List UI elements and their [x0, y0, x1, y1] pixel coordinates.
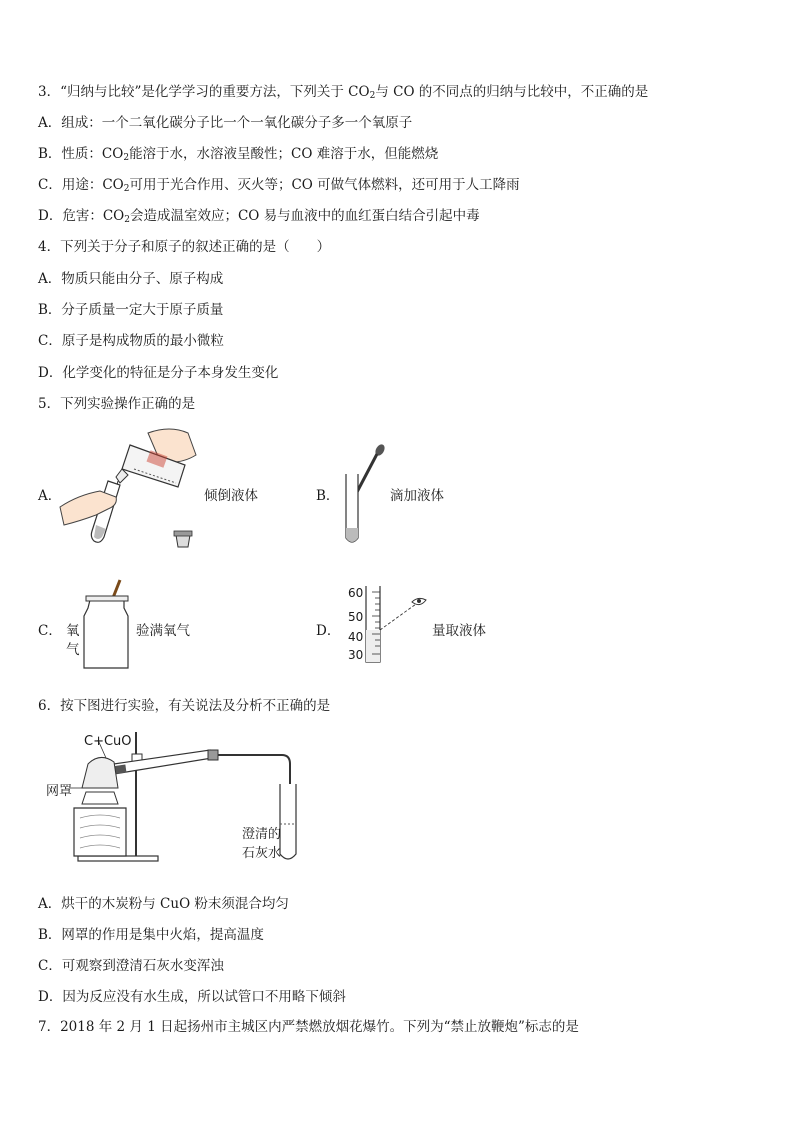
q3-option-b-text: B．性质：CO: [38, 146, 124, 162]
q5-option-d-letter: D．: [316, 623, 341, 639]
wire-net-label: 网罩: [46, 784, 73, 799]
q3-option-b: [38, 145, 438, 167]
q4-option-d: D．化学变化的特征是分子本身发生变化: [38, 365, 279, 381]
q3-option-c-text: C．用途：CO: [38, 177, 124, 193]
q4-option-b: B．分子质量一定大于原子质量: [38, 302, 224, 318]
q3-option-b-text-cont: 能溶于水，水溶液呈酸性；CO 难溶于水，但能燃烧: [129, 146, 439, 162]
q3-stem-text-cont: 与 CO 的不同点的归纳与比较中，不正确的是: [375, 84, 649, 100]
q3-stem-text: 3．“归纳与比较”是化学学习的重要方法，下列关于 CO: [38, 84, 370, 100]
pouring-liquid-illustration: [60, 425, 200, 555]
cylinder-tick-50: 50: [348, 610, 364, 624]
gas-jar-label-2: 气: [66, 642, 80, 658]
q3-stem-subscript: 2: [369, 91, 376, 101]
q3-option-c-subscript: 2: [123, 184, 130, 194]
q3-option-a-text: A．组成：一个二氧化碳分子比一个一氧化碳分子多一个氧原子: [38, 115, 413, 131]
q4-option-c: C．原子是构成物质的最小微粒: [38, 333, 224, 349]
q3-stem: [38, 83, 648, 105]
cylinder-tick-40: 40: [348, 630, 364, 644]
q7-stem: 7．2018 年 2 月 1 日起扬州市主城区内严禁燃放烟花爆竹。下列为“禁止放鞭炮”标志的是: [38, 1019, 579, 1035]
q5-option-b-letter: B．: [316, 488, 340, 504]
q5-option-d-caption: 量取液体: [432, 623, 486, 639]
q3-option-c: [38, 176, 520, 198]
gas-jar-illustration: [80, 578, 132, 673]
q3-option-d: [38, 207, 480, 229]
q5-option-b-caption: 滴加液体: [390, 488, 444, 504]
q6-option-b: B．网罩的作用是集中火焰，提高温度: [38, 927, 264, 943]
q6-option-d: D．因为反应没有水生成，所以试管口不用略下倾斜: [38, 989, 346, 1005]
q3-option-d-text-cont: 会造成温室效应；CO 易与血液中的血红蛋白结合引起中毒: [129, 208, 480, 224]
q5-option-c-letter: C．: [38, 623, 62, 639]
q3-option-d-subscript: 2: [124, 215, 130, 225]
q5-option-a-letter: A．: [38, 488, 62, 504]
dropper-illustration: [340, 440, 390, 550]
q3-option-a: [38, 114, 412, 132]
limewater-label-2: 石灰水: [242, 846, 282, 861]
q3-option-c-text-cont: 可用于光合作用、灭火等；CO 可做气体燃料，还可用于人工降雨: [129, 177, 520, 193]
reactant-label: C+CuO: [84, 734, 132, 749]
limewater-label-1: 澄清的: [242, 827, 282, 842]
q5-option-a-caption: 倾倒液体: [204, 488, 258, 504]
q4-stem: 4．下列关于分子和原子的叙述正确的是（ ）: [38, 239, 331, 255]
q6-option-c: C．可观察到澄清石灰水变浑浊: [38, 958, 224, 974]
q3-option-b-subscript: 2: [123, 153, 130, 163]
q4-option-a: A．物质只能由分子、原子构成: [38, 271, 224, 287]
q6-option-a: A．烘干的木炭粉与 CuO 粉末须混合均匀: [38, 896, 289, 912]
cylinder-tick-30: 30: [348, 648, 364, 662]
cylinder-tick-60: 60: [348, 586, 364, 600]
q5-option-c-caption: 验满氧气: [136, 623, 190, 639]
q3-option-d-text: D．危害：CO: [38, 208, 125, 224]
q5-stem: 5．下列实验操作正确的是: [38, 396, 196, 412]
gas-jar-label-1: 氧: [66, 623, 80, 639]
q6-stem: 6．按下图进行实验，有关说法及分析不正确的是: [38, 698, 331, 714]
